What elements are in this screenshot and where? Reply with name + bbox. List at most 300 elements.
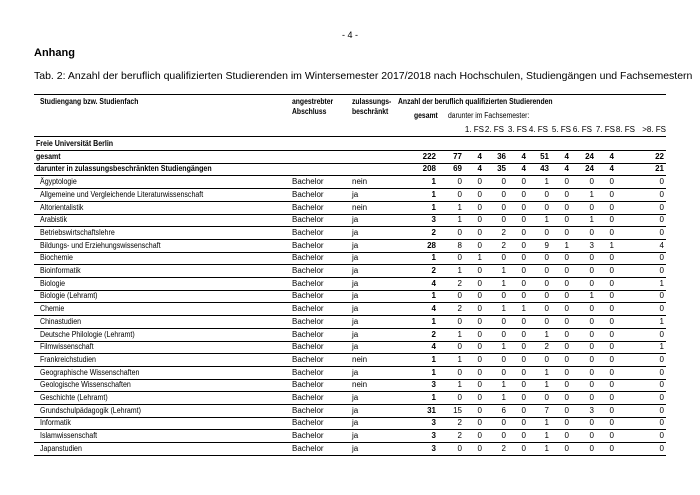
cell-gesamt: 1 (431, 177, 436, 187)
cell-fs-3: 0 (501, 316, 506, 326)
page-number: - 4 - (341, 30, 358, 40)
cell-fs-2: 0 (477, 431, 482, 441)
header-gesamt: gesamt (414, 111, 438, 120)
cell-fs-4: 0 (521, 443, 526, 453)
studienfach-name: Betriebswirtschaftslehre (40, 227, 115, 237)
cell-gesamt: 1 (431, 253, 436, 263)
header-anzahl: Anzahl der beruflich qualifizierten Studierenden (398, 97, 553, 106)
cell-fs-2: 0 (477, 227, 482, 237)
cell-fs-5: 51 (540, 151, 549, 161)
studienfach-name: Chinastudien (40, 316, 82, 326)
cell-fs-8: 0 (609, 316, 614, 326)
cell-fs-1: 0 (457, 253, 462, 263)
abschluss-cell: Bachelor (292, 393, 324, 402)
cell-fs-1: 0 (457, 177, 462, 187)
cell-fs-9: 21 (655, 164, 664, 174)
cell-fs-5: 1 (544, 215, 549, 225)
cell-fs-1: 2 (457, 431, 462, 441)
cell-fs-8: 1 (609, 240, 614, 250)
zulassung-cell: ja (352, 278, 359, 288)
cell-fs-1: 0 (457, 443, 462, 453)
cell-gesamt: 1 (431, 393, 436, 402)
cell-fs-2: 0 (477, 393, 482, 402)
zulassung-cell: ja (352, 215, 359, 225)
cell-fs-7: 0 (589, 177, 594, 187)
cell-fs-3: 0 (501, 189, 506, 199)
cell-fs-2: 0 (477, 266, 482, 275)
table-row (34, 240, 666, 253)
cell-fs-1: 0 (457, 367, 462, 377)
cell-fs-6: 0 (564, 266, 569, 275)
cell-gesamt: 1 (431, 189, 436, 199)
cell-fs-4: 0 (521, 189, 526, 199)
cell-fs-1: 15 (453, 405, 462, 415)
cell-gesamt: 2 (431, 266, 436, 275)
cell-fs-6: 4 (564, 151, 569, 161)
header-semester-2: 2. FS (484, 125, 504, 134)
zulassung-cell: ja (352, 291, 359, 301)
cell-fs-5: 9 (544, 240, 549, 250)
cell-fs-9: 0 (659, 418, 664, 428)
cell-fs-7: 1 (589, 215, 594, 225)
cell-fs-1: 0 (457, 393, 462, 402)
cell-gesamt: 31 (427, 405, 436, 415)
cell-fs-8: 0 (609, 380, 614, 390)
cell-fs-6: 1 (564, 240, 569, 250)
cell-fs-7: 3 (589, 240, 594, 250)
cell-fs-1: 1 (457, 380, 462, 390)
cell-gesamt: 208 (422, 164, 436, 174)
cell-fs-6: 0 (564, 418, 569, 428)
cell-fs-6: 4 (564, 164, 569, 174)
abschluss-cell: Bachelor (292, 189, 324, 199)
cell-fs-7: 0 (589, 266, 594, 275)
zulassung-cell: ja (352, 189, 359, 199)
cell-fs-7: 0 (589, 202, 594, 212)
zulassung-cell: nein (352, 354, 368, 364)
cell-fs-8: 0 (609, 329, 614, 339)
cell-fs-3: 0 (501, 354, 506, 364)
abschluss-cell: Bachelor (292, 266, 324, 275)
cell-fs-4: 1 (521, 304, 526, 314)
studienfach-name: Chemie (40, 304, 65, 314)
cell-fs-5: 43 (540, 164, 549, 174)
cell-fs-6: 0 (564, 291, 569, 301)
abschluss-cell: Bachelor (292, 316, 324, 326)
cell-fs-4: 0 (521, 342, 526, 352)
cell-fs-1: 2 (457, 278, 462, 288)
cell-fs-7: 0 (589, 316, 594, 326)
studienfach-name: Grundschulpädagogik (Lehramt) (40, 405, 141, 415)
university-name: Freie Universität Berlin (36, 139, 114, 148)
cell-fs-6: 0 (564, 367, 569, 377)
cell-fs-3: 2 (501, 240, 506, 250)
zulassung-cell: ja (352, 253, 359, 263)
cell-fs-8: 0 (609, 291, 614, 301)
cell-fs-4: 0 (521, 202, 526, 212)
zulassung-cell: ja (352, 367, 359, 377)
cell-fs-9: 0 (659, 177, 664, 187)
abschluss-cell: Bachelor (292, 304, 324, 314)
cell-fs-2: 0 (477, 304, 482, 314)
table-row (34, 227, 666, 240)
cell-fs-9: 1 (659, 278, 664, 288)
table-row (34, 278, 666, 291)
studienfach-name: Geologische Wissenschaften (40, 380, 131, 390)
table-top-rule (34, 94, 666, 95)
cell-fs-8: 0 (609, 266, 614, 275)
studienfach-name: Biologie (40, 278, 66, 288)
studienfach-name: Frankreichstudien (40, 354, 96, 364)
cell-fs-6: 0 (564, 431, 569, 441)
cell-fs-4: 0 (521, 291, 526, 301)
table-row (34, 417, 666, 430)
cell-fs-3: 1 (501, 304, 506, 314)
zulassung-cell: ja (352, 393, 359, 402)
cell-fs-2: 0 (477, 291, 482, 301)
header-semester-6: 6. FS (572, 125, 592, 134)
cell-fs-8: 0 (609, 189, 614, 199)
cell-fs-8: 0 (609, 227, 614, 237)
studienfach-name: Arabistik (40, 215, 68, 225)
cell-gesamt: 2 (431, 329, 436, 339)
zulassung-cell: nein (352, 380, 368, 390)
cell-fs-9: 0 (659, 202, 664, 212)
zulassung-cell: nein (352, 177, 368, 187)
cell-fs-3: 0 (501, 253, 506, 263)
cell-gesamt: 3 (431, 431, 436, 441)
cell-gesamt: 4 (431, 278, 436, 288)
cell-fs-5: 0 (544, 354, 549, 364)
cell-fs-5: 0 (544, 291, 549, 301)
header-abschluss-line1: angestrebter (292, 97, 334, 106)
cell-fs-9: 0 (659, 253, 664, 263)
cell-fs-5: 0 (544, 393, 549, 402)
cell-fs-7: 1 (589, 189, 594, 199)
table-row (34, 379, 666, 392)
studienfach-name: Ägyptologie (40, 177, 77, 187)
cell-gesamt: 1 (431, 354, 436, 364)
cell-fs-5: 0 (544, 189, 549, 199)
header-studiengang: Studiengang bzw. Studienfach (40, 97, 139, 106)
cell-fs-8: 0 (609, 443, 614, 453)
cell-fs-9: 0 (659, 189, 664, 199)
cell-fs-9: 22 (655, 151, 664, 161)
abschluss-cell: Bachelor (292, 278, 324, 288)
cell-fs-7: 0 (589, 304, 594, 314)
cell-fs-9: 0 (659, 443, 664, 453)
cell-fs-2: 0 (477, 342, 482, 352)
cell-fs-2: 0 (477, 189, 482, 199)
abschluss-cell: Bachelor (292, 418, 324, 428)
abschluss-cell: Bachelor (292, 380, 324, 390)
cell-fs-3: 0 (501, 367, 506, 377)
cell-gesamt: 3 (431, 443, 436, 453)
cell-fs-1: 77 (453, 151, 462, 161)
cell-fs-4: 4 (521, 164, 526, 174)
cell-fs-7: 0 (589, 329, 594, 339)
cell-fs-7: 0 (589, 227, 594, 237)
header-semester-1: 1. FS (464, 125, 484, 134)
cell-fs-8: 0 (609, 367, 614, 377)
header-semester-9: >8. FS (642, 125, 666, 134)
cell-fs-7: 0 (589, 443, 594, 453)
cell-gesamt: 1 (431, 367, 436, 377)
cell-fs-1: 1 (457, 329, 462, 339)
studienfach-name: Deutsche Philologie (Lehramt) (40, 329, 135, 339)
cell-fs-4: 4 (521, 151, 526, 161)
cell-fs-2: 0 (477, 354, 482, 364)
cell-fs-6: 0 (564, 177, 569, 187)
cell-gesamt: 3 (431, 418, 436, 428)
cell-fs-3: 1 (501, 380, 506, 390)
cell-fs-3: 1 (501, 342, 506, 352)
cell-fs-8: 0 (609, 342, 614, 352)
cell-fs-3: 0 (501, 418, 506, 428)
abschluss-cell: Bachelor (292, 215, 324, 225)
cell-fs-1: 8 (457, 240, 462, 250)
cell-gesamt: 4 (431, 342, 436, 352)
abschluss-cell: Bachelor (292, 443, 324, 453)
cell-fs-6: 0 (564, 329, 569, 339)
cell-gesamt: 1 (431, 291, 436, 301)
studienfach-name: Japanstudien (40, 443, 82, 453)
cell-fs-7: 3 (589, 405, 594, 415)
cell-fs-7: 0 (589, 342, 594, 352)
cell-fs-6: 0 (564, 354, 569, 364)
zulassung-cell: ja (352, 405, 359, 415)
zulassung-cell: ja (352, 240, 359, 250)
cell-fs-9: 1 (659, 342, 664, 352)
cell-fs-7: 0 (589, 431, 594, 441)
abschluss-cell: Bachelor (292, 253, 324, 263)
cell-fs-7: 0 (589, 393, 594, 402)
cell-fs-6: 0 (564, 393, 569, 402)
table-row (34, 405, 666, 418)
cell-fs-3: 36 (497, 151, 506, 161)
abschluss-cell: Bachelor (292, 367, 324, 377)
table-row (34, 252, 666, 265)
cell-fs-4: 0 (521, 380, 526, 390)
cell-fs-8: 0 (609, 177, 614, 187)
cell-fs-8: 0 (609, 431, 614, 441)
header-zulassung-line1: zulassungs- (352, 97, 392, 106)
header-darunter: darunter im Fachsemester: (448, 111, 530, 120)
cell-fs-7: 1 (589, 291, 594, 301)
cell-fs-8: 0 (609, 304, 614, 314)
cell-gesamt: 4 (431, 304, 436, 314)
cell-fs-7: 24 (585, 164, 594, 174)
table-row (34, 329, 666, 342)
cell-fs-4: 0 (521, 354, 526, 364)
university-row (34, 138, 666, 151)
header-abschluss-line2: Abschluss (292, 107, 327, 116)
abschluss-cell: Bachelor (292, 354, 324, 364)
cell-fs-2: 0 (477, 316, 482, 326)
cell-fs-6: 0 (564, 189, 569, 199)
cell-fs-8: 0 (609, 278, 614, 288)
studienfach-name: Biochemie (40, 253, 73, 263)
cell-fs-1: 0 (457, 227, 462, 237)
cell-fs-6: 0 (564, 278, 569, 288)
cell-fs-5: 7 (544, 405, 549, 415)
abschluss-cell: Bachelor (292, 227, 324, 237)
cell-fs-3: 6 (501, 405, 506, 415)
cell-fs-5: 0 (544, 316, 549, 326)
header-semester-4: 4. FS (528, 125, 548, 134)
studienfach-name: Bildungs- und Erziehungswissenschaft (40, 240, 161, 250)
cell-fs-5: 1 (544, 380, 549, 390)
cell-fs-7: 0 (589, 253, 594, 263)
cell-fs-1: 0 (457, 291, 462, 301)
table-row (34, 214, 666, 227)
cell-fs-9: 0 (659, 367, 664, 377)
cell-fs-4: 0 (521, 227, 526, 237)
cell-fs-1: 2 (457, 418, 462, 428)
cell-fs-5: 1 (544, 177, 549, 187)
header-zulassung-line2: beschränkt (352, 107, 389, 116)
abschluss-cell: Bachelor (292, 177, 324, 187)
studienfach-name: Geschichte (Lehramt) (40, 393, 108, 402)
cell-fs-8: 4 (609, 151, 614, 161)
cell-fs-2: 0 (477, 405, 482, 415)
abschluss-cell: Bachelor (292, 291, 324, 301)
cell-fs-2: 0 (477, 418, 482, 428)
cell-fs-8: 0 (609, 253, 614, 263)
table-row (34, 430, 666, 443)
cell-fs-5: 1 (544, 443, 549, 453)
appendix-heading: Anhang (34, 47, 75, 59)
table-row (34, 290, 666, 303)
summary-label: darunter in zulassungsbeschränkten Studiengängen (36, 164, 212, 174)
cell-gesamt: 3 (431, 215, 436, 225)
cell-fs-6: 0 (564, 304, 569, 314)
cell-fs-4: 0 (521, 418, 526, 428)
header-semester-8: 8. FS (615, 125, 635, 134)
cell-fs-5: 1 (544, 329, 549, 339)
cell-fs-9: 0 (659, 266, 664, 275)
cell-fs-5: 1 (544, 367, 549, 377)
zulassung-cell: ja (352, 266, 359, 275)
zulassung-cell: ja (352, 342, 359, 352)
cell-fs-1: 69 (453, 164, 462, 174)
cell-fs-8: 0 (609, 393, 614, 402)
zulassung-cell: ja (352, 227, 359, 237)
cell-fs-3: 0 (501, 215, 506, 225)
cell-fs-8: 0 (609, 202, 614, 212)
cell-fs-1: 1 (457, 202, 462, 212)
cell-fs-2: 0 (477, 380, 482, 390)
header-bottom-rule (34, 136, 666, 137)
table-row (34, 189, 666, 202)
abschluss-cell: Bachelor (292, 329, 324, 339)
cell-fs-3: 1 (501, 266, 506, 275)
zulassung-cell: ja (352, 418, 359, 428)
table-row (34, 392, 666, 405)
cell-fs-5: 2 (544, 342, 549, 352)
cell-fs-5: 1 (544, 418, 549, 428)
table-row (34, 176, 666, 189)
cell-fs-1: 0 (457, 316, 462, 326)
cell-fs-3: 2 (501, 227, 506, 237)
cell-fs-4: 0 (521, 253, 526, 263)
cell-fs-2: 0 (477, 202, 482, 212)
zulassung-cell: ja (352, 329, 359, 339)
zulassung-cell: nein (352, 202, 368, 212)
cell-fs-3: 0 (501, 202, 506, 212)
studienfach-name: Biologie (Lehramt) (40, 291, 98, 301)
studienfach-name: Geographische Wissenschaften (40, 367, 140, 377)
cell-fs-3: 35 (497, 164, 506, 174)
zulassung-cell: ja (352, 443, 359, 453)
studienfach-name: Islamwissenschaft (40, 431, 98, 441)
cell-fs-9: 0 (659, 227, 664, 237)
cell-gesamt: 1 (431, 202, 436, 212)
cell-fs-9: 0 (659, 405, 664, 415)
cell-fs-9: 0 (659, 329, 664, 339)
cell-fs-6: 0 (564, 405, 569, 415)
cell-fs-5: 0 (544, 278, 549, 288)
zulassung-cell: ja (352, 304, 359, 314)
studienfach-name: Filmwissenschaft (40, 342, 94, 352)
cell-fs-9: 0 (659, 215, 664, 225)
table-row (34, 303, 666, 316)
cell-fs-4: 0 (521, 177, 526, 187)
cell-gesamt: 1 (431, 316, 436, 326)
zulassung-cell: ja (352, 431, 359, 441)
cell-fs-3: 1 (501, 393, 506, 402)
table-row (34, 354, 666, 367)
abschluss-cell: Bachelor (292, 405, 324, 415)
table-row (34, 367, 666, 380)
cell-gesamt: 2 (431, 227, 436, 237)
cell-fs-9: 0 (659, 431, 664, 441)
cell-fs-2: 0 (477, 278, 482, 288)
cell-fs-6: 0 (564, 342, 569, 352)
studienfach-name: Informatik (40, 418, 71, 428)
zulassung-cell: ja (352, 316, 359, 326)
summary-row-gesamt (34, 151, 666, 164)
cell-fs-9: 0 (659, 380, 664, 390)
cell-fs-1: 2 (457, 304, 462, 314)
cell-fs-2: 0 (477, 443, 482, 453)
table-row (34, 316, 666, 329)
studienfach-name: Altorientalistik (40, 202, 84, 212)
cell-fs-9: 1 (659, 316, 664, 326)
cell-fs-3: 0 (501, 431, 506, 441)
cell-fs-2: 4 (477, 151, 482, 161)
summary-label: gesamt (36, 151, 61, 161)
abschluss-cell: Bachelor (292, 431, 324, 441)
studienfach-name: Bioinformatik (40, 266, 81, 275)
cell-fs-7: 24 (585, 151, 594, 161)
cell-gesamt: 3 (431, 380, 436, 390)
cell-fs-4: 0 (521, 329, 526, 339)
header-semester-3: 3. FS (507, 125, 527, 134)
cell-fs-7: 0 (589, 354, 594, 364)
summary-row-zulassungsbeschraenkt (34, 163, 666, 176)
cell-fs-6: 0 (564, 202, 569, 212)
cell-fs-3: 0 (501, 291, 506, 301)
cell-fs-6: 0 (564, 316, 569, 326)
cell-fs-4: 0 (521, 316, 526, 326)
cell-fs-2: 0 (477, 367, 482, 377)
cell-fs-1: 0 (457, 342, 462, 352)
abschluss-cell: Bachelor (292, 240, 324, 250)
cell-fs-4: 0 (521, 266, 526, 275)
abschluss-cell: Bachelor (292, 202, 324, 212)
header-semester-7: 7. FS (595, 125, 615, 134)
